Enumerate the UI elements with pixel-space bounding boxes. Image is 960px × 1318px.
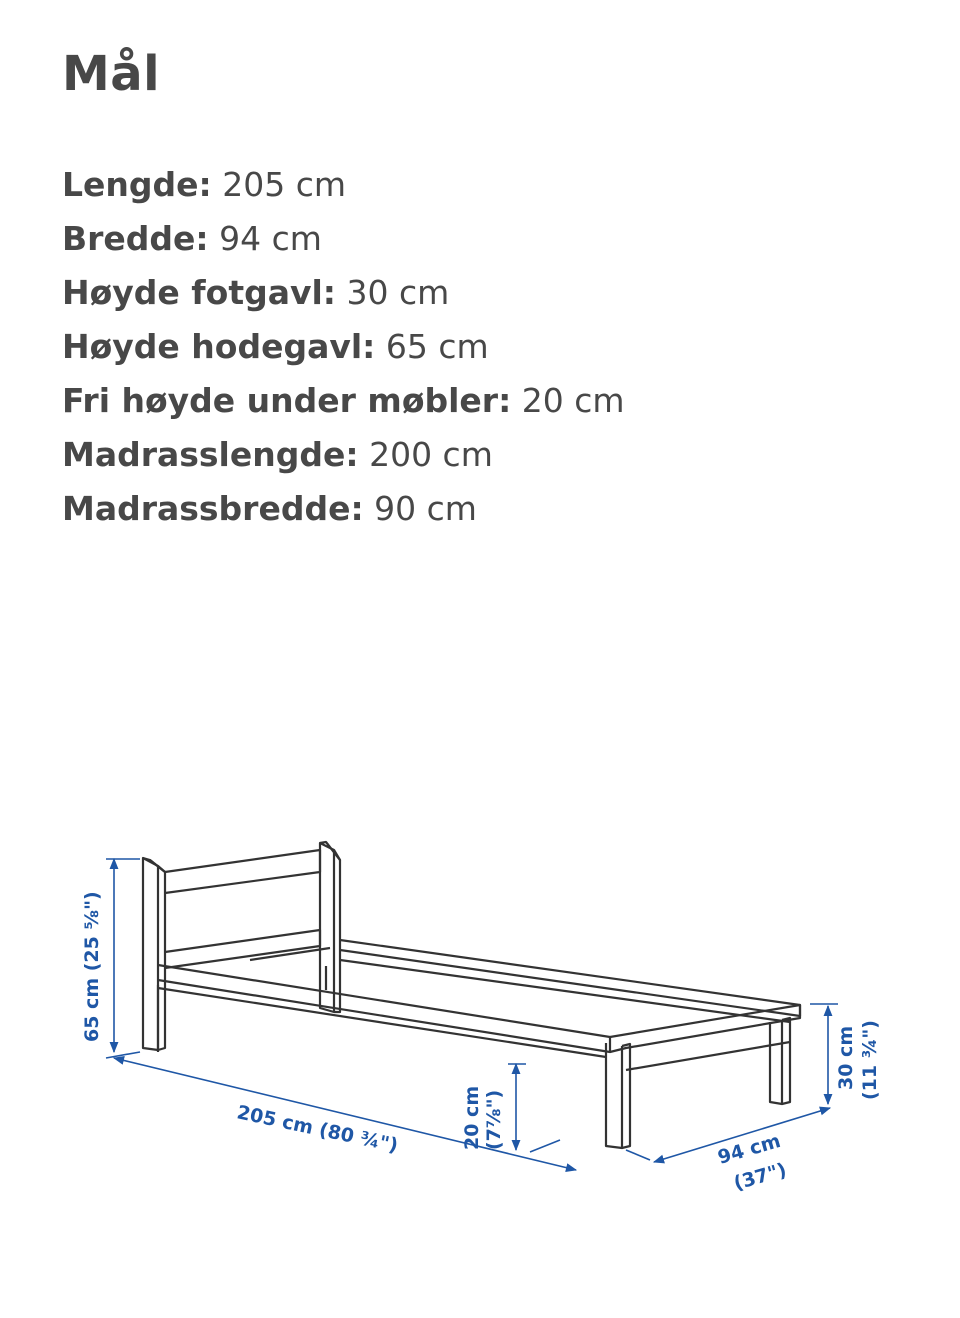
spec-headboard-height [62,320,625,374]
spec-value: 205 cm [222,165,347,204]
spec-label: Høyde fotgavl: [62,273,337,312]
spec-label: Høyde hodegavl: [62,327,376,366]
spec-mattress-length [62,428,625,482]
length-label: 205 cm (80 ¾") [234,1101,400,1157]
width-in-label: (37") [731,1158,790,1195]
spec-value: 20 cm [521,381,625,420]
spec-clearance [62,374,625,428]
spec-label: Fri høyde under møbler: [62,381,512,420]
clearance-in-label: (7⅞") [483,1089,505,1150]
spec-label: Bredde: [62,219,209,258]
page-title: Mål [62,46,161,102]
spec-value: 65 cm [385,327,489,366]
spec-value: 30 cm [346,273,450,312]
spec-label: Lengde: [62,165,212,204]
spec-label: Madrasslengde: [62,435,359,474]
footboard-in-label: (11 ¾") [859,1020,881,1100]
spec-value: 94 cm [219,219,322,258]
spec-value: 200 cm [369,435,493,474]
spec-label: Madrassbredde: [62,489,364,528]
spec-length [62,158,625,212]
spec-footboard-height [62,266,625,320]
width-cm-label: 94 cm [715,1129,784,1169]
spec-mattress-width [62,482,625,536]
spec-width [62,212,625,266]
footboard-cm-label: 30 cm [835,1025,857,1090]
dimension-list [62,158,625,536]
spec-value: 90 cm [374,489,477,528]
headboard-height-label: 65 cm (25 ⅝") [81,891,103,1042]
bed-dimension-diagram [0,820,960,1318]
clearance-cm-label: 20 cm [461,1085,483,1150]
